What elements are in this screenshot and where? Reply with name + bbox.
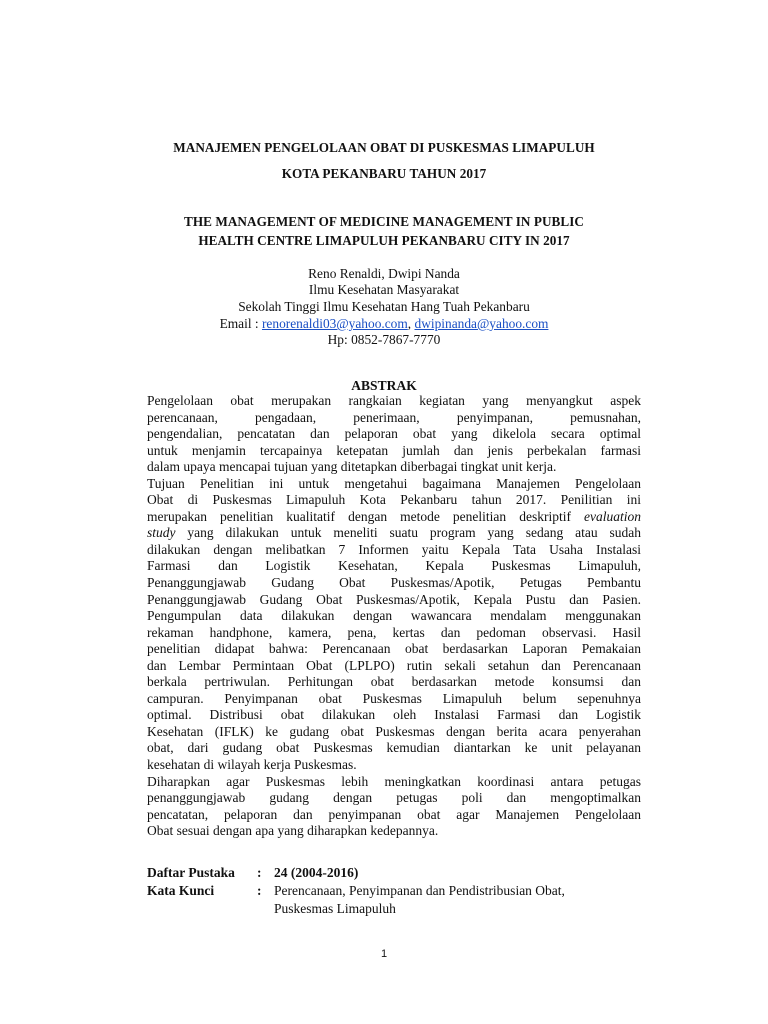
abstract-line: penelitian didapat bahwa: Perencanaan obat berdasarkan Laporan Pemakaian: [147, 641, 641, 657]
keywords-colon: :: [257, 883, 262, 898]
keywords-value-line-2: Puskesmas Limapuluh: [274, 901, 396, 916]
abstract-line: Pengelolaan obat merupakan rangkaian kegiatan yang menyangkut aspek: [147, 393, 641, 408]
abstract-line: Penanggungjawab Gudang Obat Puskesmas/Apotik, Kepala Pustu dan Pasien.: [147, 591, 641, 607]
keywords-value-line-1: Perencanaan, Penyimpanan dan Pendistribusian Obat,: [274, 883, 565, 898]
abstract-line-text: yang dilakukan untuk meneliti suatu program yang sedang atau sudah: [175, 525, 641, 541]
abstract-line: dalam upaya mencapai tujuan yang ditetapkan diberbagai tingkat unit kerja.: [147, 459, 557, 475]
references-colon: :: [257, 865, 262, 880]
email-label: Email :: [219, 316, 262, 331]
title-en-line-2: HEALTH CENTRE LIMAPULUH PEKANBARU CITY IN 2017: [198, 233, 570, 248]
abstract-line: untuk menjamin tercapainya ketepatan jumlah dan jenis perbekalan farmasi: [147, 442, 641, 458]
author-email-line: [0, 315, 768, 332]
abstract-line: Tujuan Penelitian ini untuk mengetahui bagaimana Manajemen Pengelolaan: [147, 475, 641, 491]
keywords-label: Kata Kunci: [147, 883, 215, 898]
references-label: Daftar Pustaka: [147, 865, 235, 880]
author-names: Reno Renaldi, Dwipi Nanda: [308, 266, 460, 281]
email-separator: ,: [407, 316, 415, 331]
references-row: [147, 864, 641, 881]
abstract-line: Pengumpulan data dilakukan dengan wawancara mendalam menggunakan: [147, 608, 641, 624]
abstract-line: optimal. Distribusi obat dilakukan oleh Instalasi Farmasi dan Logistik: [147, 707, 641, 723]
abstract-line-text: merupakan penelitian kualitatif dengan metode penelitian deskriptif: [147, 508, 584, 524]
abstract-line: pengendalian, pencatatan dan pelaporan obat yang dikelola secara optimal: [147, 426, 641, 442]
abstract-line: Obat di Puskesmas Limapuluh Kota Pekanbaru tahun 2017. Penilitian ini: [147, 492, 641, 508]
abstract-line: pencatatan, pelaporan dan penyimpanan obat agar Manajemen Pengelolaan: [147, 806, 641, 822]
author-phone: Hp: 0852-7867-7770: [327, 332, 441, 347]
abstract-line: campuran. Penyimpanan obat Puskesmas Limapuluh belum sepenuhnya: [147, 690, 641, 706]
abstract-line: [147, 525, 641, 542]
references-value: 24 (2004-2016): [274, 865, 359, 880]
email-link-1[interactable]: renorenaldi03@yahoo.com: [261, 316, 408, 331]
abstract-italic-term: study: [147, 525, 176, 541]
abstract-line: kesehatan di wilayah kerja Puskesmas.: [147, 757, 357, 773]
title-id-line-1: MANAJEMEN PENGELOLAAN OBAT DI PUSKESMAS LIMAPULUH: [173, 140, 595, 155]
abstract-line: Farmasi dan Logistik Kesehatan, Kepala Puskesmas Limapuluh,: [147, 558, 641, 574]
abstract-line: Diharapkan agar Puskesmas lebih meningkatkan koordinasi antara petugas: [147, 773, 641, 789]
abstract-line: perencanaan, pengadaan, penerimaan, penyimpanan, pemusnahan,: [147, 409, 641, 425]
abstract-line: dilakukan dengan melibatkan 7 Informen yaitu Kepala Tata Usaha Instalasi: [147, 541, 641, 557]
abstract-line: Penanggungjawab Gudang Obat Puskesmas/Apotik, Petugas Pembantu: [147, 575, 641, 591]
abstract-line: obat, dari gudang obat Puskesmas kemudian diantarkan ke unit pelayanan: [147, 740, 641, 756]
abstract-line: Obat sesuai dengan apa yang diharapkan kedepannya.: [147, 823, 439, 839]
abstract-line: dan Lembar Permintaan Obat (LPLPO) rutin sekali setahun dan Perencanaan: [147, 657, 641, 673]
abstract-heading: ABSTRAK: [351, 378, 417, 393]
abstract-line: rekaman handphone, kamera, pena, kertas dan pedoman observasi. Hasil: [147, 624, 641, 640]
abstract-line: penanggungjawab gudang dengan petugas poli dan mengoptimalkan: [147, 790, 641, 806]
page-number: 1: [380, 948, 388, 960]
abstract-body: [147, 393, 641, 840]
keywords-row: [147, 882, 641, 899]
title-en-line-1: THE MANAGEMENT OF MEDICINE MANAGEMENT IN PUBLIC: [184, 214, 584, 229]
author-institution: Sekolah Tinggi Ilmu Kesehatan Hang Tuah Pekanbaru: [238, 299, 530, 314]
title-id-line-2: KOTA PEKANBARU TAHUN 2017: [281, 166, 487, 181]
abstract-line: berkala pertriwulan. Perhitungan obat berdasarkan metode konsumsi dan: [147, 674, 641, 690]
author-department: Ilmu Kesehatan Masyarakat: [308, 282, 460, 297]
abstract-line: Kesehatan (IFLK) ke gudang obat Puskesmas dengan berita acara penyerahan: [147, 723, 641, 739]
email-link-2[interactable]: dwipinanda@yahoo.com: [414, 316, 549, 331]
abstract-italic-term: evaluation: [584, 508, 641, 524]
abstract-line: [147, 509, 641, 526]
keywords-continuation-row: [147, 900, 641, 917]
